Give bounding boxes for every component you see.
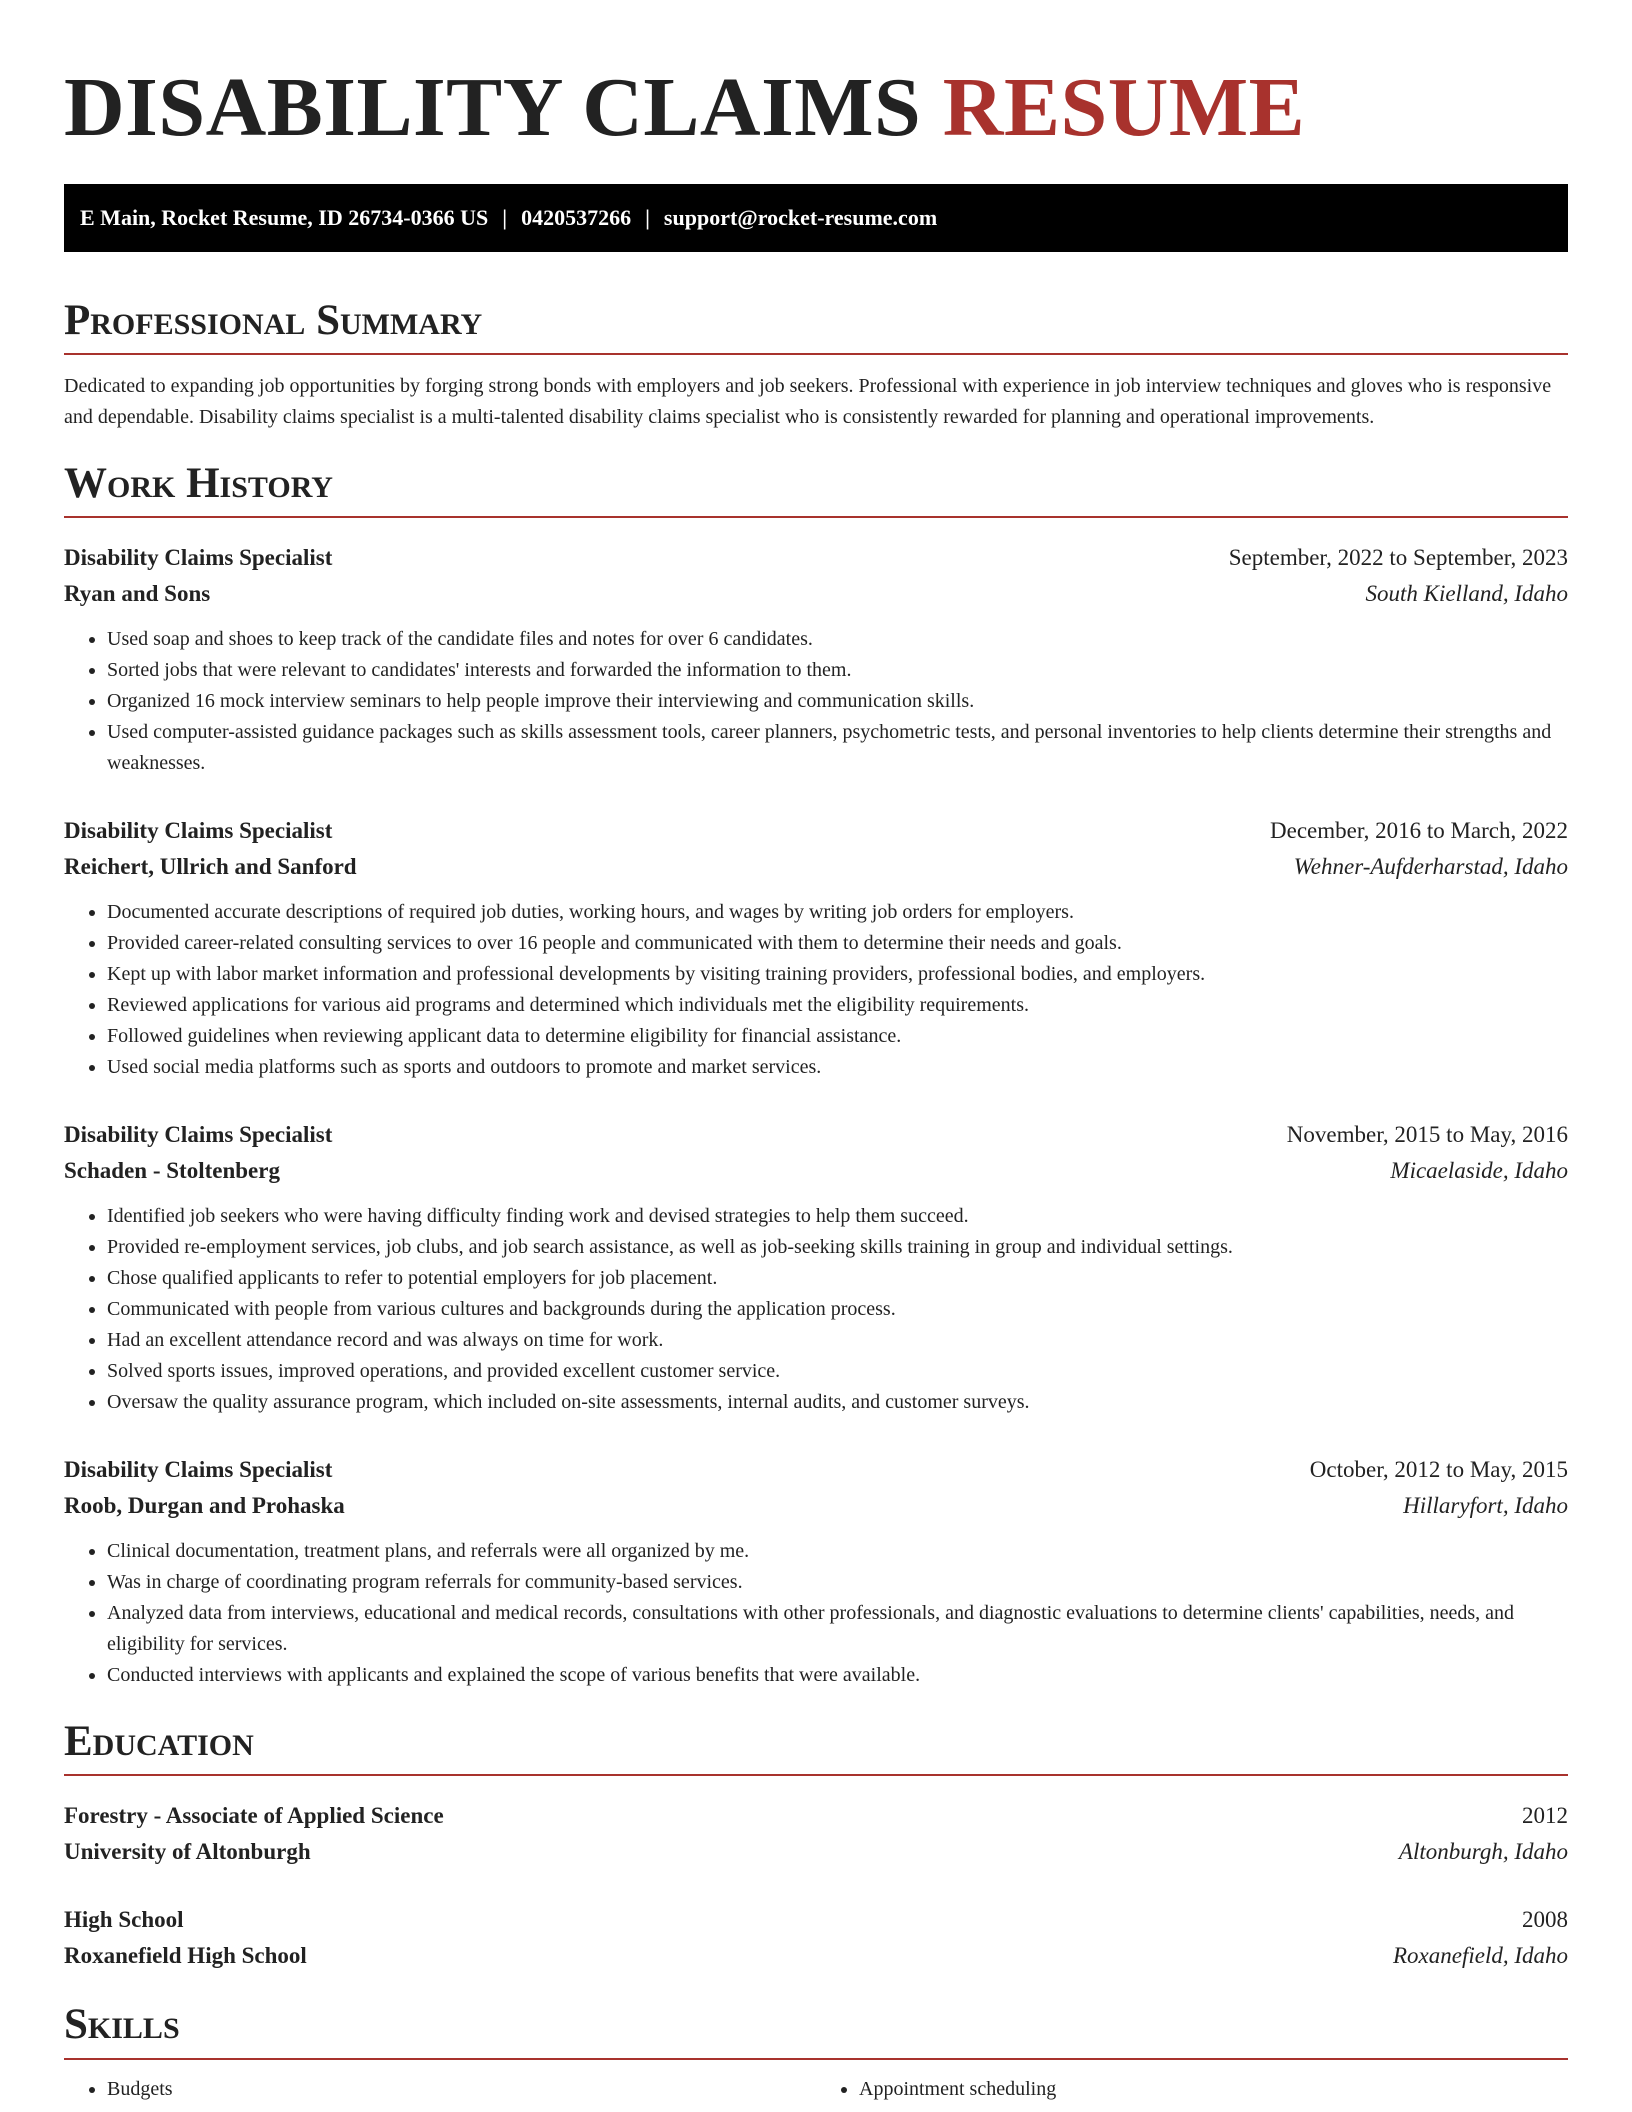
job-bullets bbox=[64, 897, 1568, 1083]
summary-heading: Professional Summary bbox=[64, 298, 1568, 355]
education-entry bbox=[64, 1902, 1568, 1974]
contact-address: E Main, Rocket Resume, ID 26734-0366 US bbox=[80, 205, 489, 230]
education-degree: Forestry - Associate of Applied Science bbox=[64, 1803, 444, 1829]
list-item: • Communicated with people from various cultures and backgrounds during the application process. bbox=[107, 1294, 1568, 1325]
skills-section bbox=[64, 2002, 1568, 2104]
list-item: • Used computer-assisted guidance packages such as skills assessment tools, career planners, psychometric tests, and personal inventories to help clients determine their strengths and weaknesses. bbox=[107, 717, 1568, 779]
job-header-row bbox=[64, 1452, 1568, 1488]
contact-separator: | bbox=[645, 205, 650, 230]
title-accent: RESUME bbox=[942, 61, 1306, 154]
job-entry bbox=[64, 1117, 1568, 1418]
education-degree-row bbox=[64, 1798, 1568, 1834]
list-item: • Solved sports issues, improved operations, and provided excellent customer service. bbox=[107, 1356, 1568, 1387]
list-item: • Appointment scheduling bbox=[859, 2074, 1568, 2105]
education-degree: High School bbox=[64, 1907, 184, 1933]
education-year: 2012 bbox=[1522, 1803, 1568, 1829]
list-item: • Oversaw the quality assurance program, which included on-site assessments, internal audits, and customer surveys. bbox=[107, 1387, 1568, 1418]
job-company: Roob, Durgan and Prohaska bbox=[64, 1493, 345, 1519]
job-title: Disability Claims Specialist bbox=[64, 1457, 333, 1483]
education-location: Roxanefield, Idaho bbox=[1392, 1943, 1568, 1969]
job-company: Schaden - Stoltenberg bbox=[64, 1158, 280, 1184]
skills-list-right bbox=[816, 2074, 1568, 2105]
education-school: University of Altonburgh bbox=[64, 1839, 311, 1865]
list-item: • Used soap and shoes to keep track of the candidate files and notes for over 6 candidates. bbox=[107, 624, 1568, 655]
list-item: • Used social media platforms such as sports and outdoors to promote and market services. bbox=[107, 1052, 1568, 1083]
list-item: • Organized 16 mock interview seminars to help people improve their interviewing and communication skills. bbox=[107, 686, 1568, 717]
skills-list-left bbox=[64, 2074, 816, 2105]
education-heading: Education bbox=[64, 1719, 1568, 1776]
list-item: • Chose qualified applicants to refer to potential employers for job placement. bbox=[107, 1263, 1568, 1294]
education-location: Altonburgh, Idaho bbox=[1398, 1839, 1568, 1865]
job-entry bbox=[64, 813, 1568, 1083]
contact-phone: 0420537266 bbox=[521, 205, 632, 230]
summary-section bbox=[64, 298, 1568, 433]
education-school-row bbox=[64, 1938, 1568, 1974]
contact-email[interactable]: support@rocket-resume.com bbox=[663, 205, 938, 230]
work-history-heading: Work History bbox=[64, 461, 1568, 518]
list-item: • Analyzed data from interviews, educational and medical records, consultations with other professionals, and diagnostic evaluations to determine clients' capabilities, needs, and eligibility for services. bbox=[107, 1598, 1568, 1660]
job-header-row bbox=[64, 540, 1568, 576]
list-item: • Clinical documentation, treatment plans, and referrals were all organized by me. bbox=[107, 1536, 1568, 1567]
job-bullets bbox=[64, 624, 1568, 779]
list-item: • Reviewed applications for various aid programs and determined which individuals met the eligibility requirements. bbox=[107, 990, 1568, 1021]
job-dates: November, 2015 to May, 2016 bbox=[1286, 1122, 1568, 1148]
education-entry bbox=[64, 1798, 1568, 1870]
work-history-section bbox=[64, 461, 1568, 1691]
job-header-row bbox=[64, 813, 1568, 849]
list-item: • Sorted jobs that were relevant to candidates' interests and forwarded the information to them. bbox=[107, 655, 1568, 686]
education-section bbox=[64, 1719, 1568, 1974]
job-dates: September, 2022 to September, 2023 bbox=[1228, 545, 1568, 571]
summary-text: Dedicated to expanding job opportunities by forging strong bonds with employers and job seekers. Professional with experience in job interview techniques and gloves who is responsive and dependable. Disability claims specialist is a multi-talented disability claims specialist who is consistently rewarded for planning and operational improvements. bbox=[64, 375, 1552, 429]
resume-title bbox=[64, 61, 1568, 154]
job-bullets bbox=[64, 1536, 1568, 1691]
job-location: Hillaryfort, Idaho bbox=[1403, 1493, 1568, 1519]
title-main: DISABILITY CLAIMS bbox=[64, 61, 922, 154]
job-dates: October, 2012 to May, 2015 bbox=[1309, 1457, 1568, 1483]
list-item: • Budgets bbox=[107, 2074, 816, 2105]
job-company-row bbox=[64, 1488, 1568, 1524]
job-dates: December, 2016 to March, 2022 bbox=[1270, 818, 1568, 844]
list-item: • Had an excellent attendance record and was always on time for work. bbox=[107, 1325, 1568, 1356]
job-header-row bbox=[64, 1117, 1568, 1153]
skills-heading: Skills bbox=[64, 2002, 1568, 2059]
job-location: Micaelaside, Idaho bbox=[1390, 1158, 1568, 1184]
education-school-row bbox=[64, 1834, 1568, 1870]
job-title: Disability Claims Specialist bbox=[64, 818, 333, 844]
job-entry bbox=[64, 1452, 1568, 1691]
list-item: • Kept up with labor market information and professional developments by visiting training providers, professional bodies, and employers. bbox=[107, 959, 1568, 990]
education-year: 2008 bbox=[1522, 1907, 1568, 1933]
education-degree-row bbox=[64, 1902, 1568, 1938]
job-company-row bbox=[64, 576, 1568, 612]
contact-separator: | bbox=[502, 205, 508, 230]
list-item: • Was in charge of coordinating program referrals for community-based services. bbox=[107, 1567, 1568, 1598]
list-item: • Followed guidelines when reviewing applicant data to determine eligibility for financial assistance. bbox=[107, 1021, 1568, 1052]
job-company-row bbox=[64, 1153, 1568, 1189]
job-company-row bbox=[64, 849, 1568, 885]
job-location: South Kielland, Idaho bbox=[1365, 581, 1568, 607]
job-bullets bbox=[64, 1201, 1568, 1418]
list-item: • Conducted interviews with applicants and explained the scope of various benefits that were available. bbox=[107, 1660, 1568, 1691]
job-company: Reichert, Ullrich and Sanford bbox=[64, 854, 357, 880]
job-title: Disability Claims Specialist bbox=[64, 545, 333, 571]
job-title: Disability Claims Specialist bbox=[64, 1122, 333, 1148]
skills-grid bbox=[64, 2074, 1568, 2105]
contact-bar bbox=[64, 184, 1568, 252]
list-item: • Provided re-employment services, job clubs, and job search assistance, as well as job-seeking skills training in group and individual settings. bbox=[107, 1232, 1568, 1263]
list-item: • Provided career-related consulting services to over 16 people and communicated with them to determine their needs and goals. bbox=[107, 928, 1568, 959]
list-item: • Documented accurate descriptions of required job duties, working hours, and wages by writing job orders for employers. bbox=[107, 897, 1568, 928]
list-item: • Identified job seekers who were having difficulty finding work and devised strategies to help them succeed. bbox=[107, 1201, 1568, 1232]
job-entry bbox=[64, 540, 1568, 779]
job-company: Ryan and Sons bbox=[64, 581, 211, 607]
education-school: Roxanefield High School bbox=[64, 1943, 307, 1969]
job-location: Wehner-Aufderharstad, Idaho bbox=[1293, 854, 1568, 880]
